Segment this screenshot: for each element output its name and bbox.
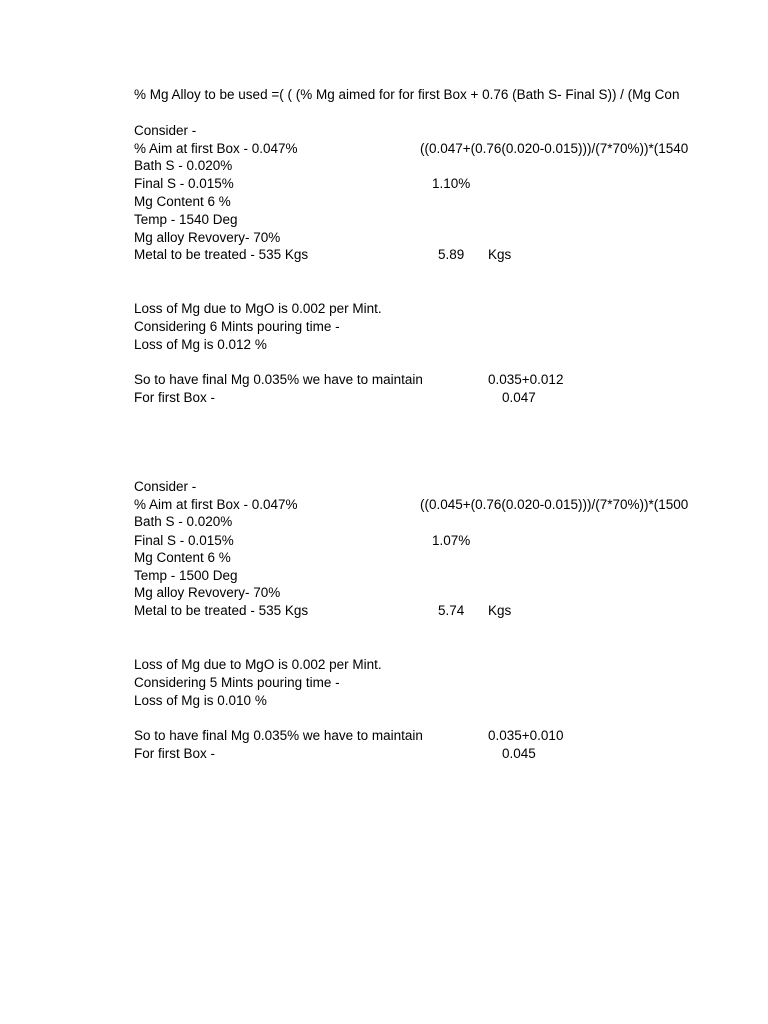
temperature: Temp - 1540 Deg [134, 212, 238, 227]
maintain-expression: 0.035+0.010 [488, 728, 564, 743]
consider-label: Consider - [134, 479, 197, 494]
consider-label: Consider - [134, 123, 197, 138]
final-s: Final S - 0.015% [134, 533, 234, 548]
calc-expression: ((0.047+(0.76(0.020-0.015)))/(7*70%))*(1540 [420, 141, 689, 156]
formula-text: % Mg Alloy to be used =( ( (% Mg aimed for for first Box + 0.76 (Bath S- Final S)) / (Mg Con [134, 87, 680, 102]
first-box-value: 0.047 [502, 390, 536, 405]
bath-s: Bath S - 0.020% [134, 514, 233, 529]
result-kgs: 5.89 [438, 247, 465, 262]
result-unit: Kgs [488, 603, 512, 618]
result-unit: Kgs [488, 247, 512, 262]
final-s: Final S - 0.015% [134, 176, 234, 191]
metal-treated: Metal to be treated - 535 Kgs [134, 247, 309, 262]
mg-recovery: Mg alloy Revovery- 70% [134, 230, 281, 245]
result-percent: 1.07% [432, 533, 471, 548]
first-box-value: 0.045 [502, 746, 536, 761]
calc-expression: ((0.045+(0.76(0.020-0.015)))/(7*70%))*(1500 [420, 497, 689, 512]
mg-content: Mg Content 6 % [134, 550, 231, 565]
maintain-expression: 0.035+0.012 [488, 372, 564, 387]
pouring-time: Considering 6 Mints pouring time - [134, 319, 340, 334]
temperature: Temp - 1500 Deg [134, 568, 238, 583]
first-box-label: For first Box - [134, 390, 216, 405]
maintain-text: So to have final Mg 0.035% we have to maintain [134, 372, 423, 387]
metal-treated: Metal to be treated - 535 Kgs [134, 603, 309, 618]
result-percent: 1.10% [432, 176, 471, 191]
maintain-text: So to have final Mg 0.035% we have to maintain [134, 728, 423, 743]
result-kgs: 5.74 [438, 603, 465, 618]
mg-loss-total: Loss of Mg is 0.010 % [134, 693, 267, 708]
first-box-label: For first Box - [134, 746, 216, 761]
bath-s: Bath S - 0.020% [134, 158, 233, 173]
mgo-loss-rate: Loss of Mg due to MgO is 0.002 per Mint. [134, 301, 382, 316]
mg-loss-total: Loss of Mg is 0.012 % [134, 337, 267, 352]
aim-first-box: % Aim at first Box - 0.047% [134, 141, 298, 156]
mg-content: Mg Content 6 % [134, 194, 231, 209]
mgo-loss-rate: Loss of Mg due to MgO is 0.002 per Mint. [134, 657, 382, 672]
mg-recovery: Mg alloy Revovery- 70% [134, 585, 281, 600]
aim-first-box: % Aim at first Box - 0.047% [134, 497, 298, 512]
pouring-time: Considering 5 Mints pouring time - [134, 675, 340, 690]
